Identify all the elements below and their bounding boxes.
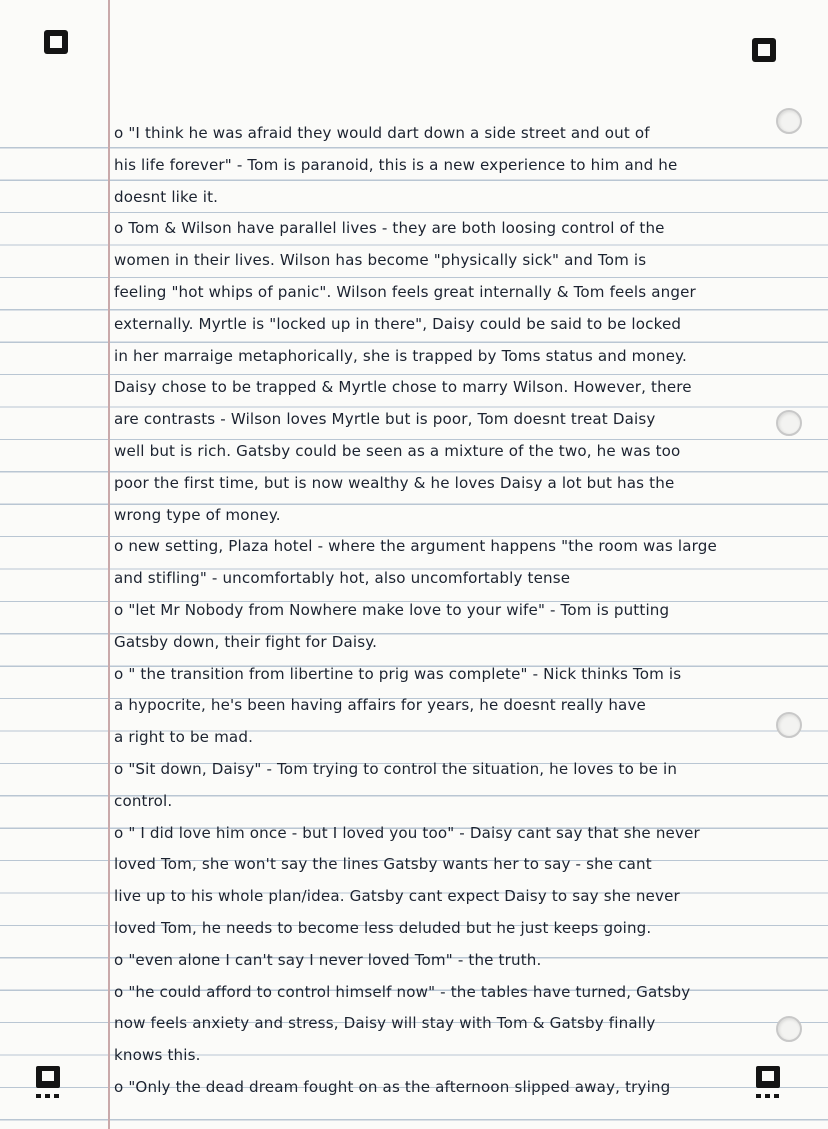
note-line: o " I did love him once - but I loved you too" - Daisy cant say that she never — [114, 823, 700, 842]
note-line: women in their lives. Wilson has become "physically sick" and Tom is — [114, 251, 647, 270]
note-line: his life forever" - Tom is paranoid, this is a new experience to him and he — [114, 155, 678, 174]
scan-marker-bottom-left-dots-icon — [36, 1094, 60, 1098]
note-line: o "Sit down, Daisy" - Tom trying to control the situation, he loves to be in — [114, 759, 678, 778]
note-line: o new setting, Plaza hotel - where the argument happens "the room was large — [114, 537, 717, 556]
note-line: live up to his whole plan/idea. Gatsby cant expect Daisy to say she never — [114, 887, 680, 906]
handwritten-notes — [114, 118, 824, 1104]
note-line: externally. Myrtle is "locked up in there", Daisy could be said to be locked — [114, 314, 682, 333]
note-line: control. — [114, 791, 173, 810]
note-line: are contrasts - Wilson loves Myrtle but is poor, Tom doesnt treat Daisy — [114, 410, 656, 429]
page-header-band — [0, 0, 828, 116]
note-line: knows this. — [114, 1046, 201, 1065]
note-line: o "Only the dead dream fought on as the afternoon slipped away, trying — [114, 1077, 671, 1096]
note-line: now feels anxiety and stress, Daisy will stay with Tom & Gatsby finally — [114, 1014, 656, 1033]
note-line: loved Tom, she won't say the lines Gatsby wants her to say - she cant — [114, 855, 652, 874]
note-line: well but is rich. Gatsby could be seen as a mixture of the two, he was too — [114, 441, 681, 460]
note-line: doesnt like it. — [114, 187, 219, 206]
note-line: in her marraige metaphorically, she is trapped by Toms status and money. — [114, 346, 687, 365]
note-line: poor the first time, but is now wealthy & he loves Daisy a lot but has the — [114, 473, 675, 492]
note-line: o "even alone I can't say I never loved Tom" - the truth. — [114, 950, 542, 969]
note-line: wrong type of money. — [114, 505, 281, 524]
note-line: o "let Mr Nobody from Nowhere make love to your wife" - Tom is putting — [114, 600, 670, 619]
note-line: and stifling" - uncomfortably hot, also uncomfortably tense — [114, 569, 571, 588]
note-line: loved Tom, he needs to become less deluded but he just keeps going. — [114, 918, 652, 937]
scan-marker-bottom-left-icon — [36, 1066, 60, 1088]
note-line: o Tom & Wilson have parallel lives - they are both loosing control of the — [114, 219, 665, 238]
note-line: a hypocrite, he's been having affairs for years, he doesnt really have — [114, 696, 646, 715]
scan-marker-top-right-icon — [752, 38, 776, 62]
note-line: feeling "hot whips of panic". Wilson feels great internally & Tom feels anger — [114, 282, 696, 301]
note-line: Gatsby down, their fight for Daisy. — [114, 632, 378, 651]
scan-marker-top-left-icon — [44, 30, 68, 54]
note-line: o "he could afford to control himself now" - the tables have turned, Gatsby — [114, 982, 691, 1001]
note-line: Daisy chose to be trapped & Myrtle chose to marry Wilson. However, there — [114, 378, 692, 397]
note-line: o " the transition from libertine to prig was complete" - Nick thinks Tom is — [114, 664, 682, 683]
note-line: a right to be mad. — [114, 728, 254, 747]
margin-line — [108, 0, 110, 1129]
note-line: o "I think he was afraid they would dart down a side street and out of — [114, 124, 650, 142]
